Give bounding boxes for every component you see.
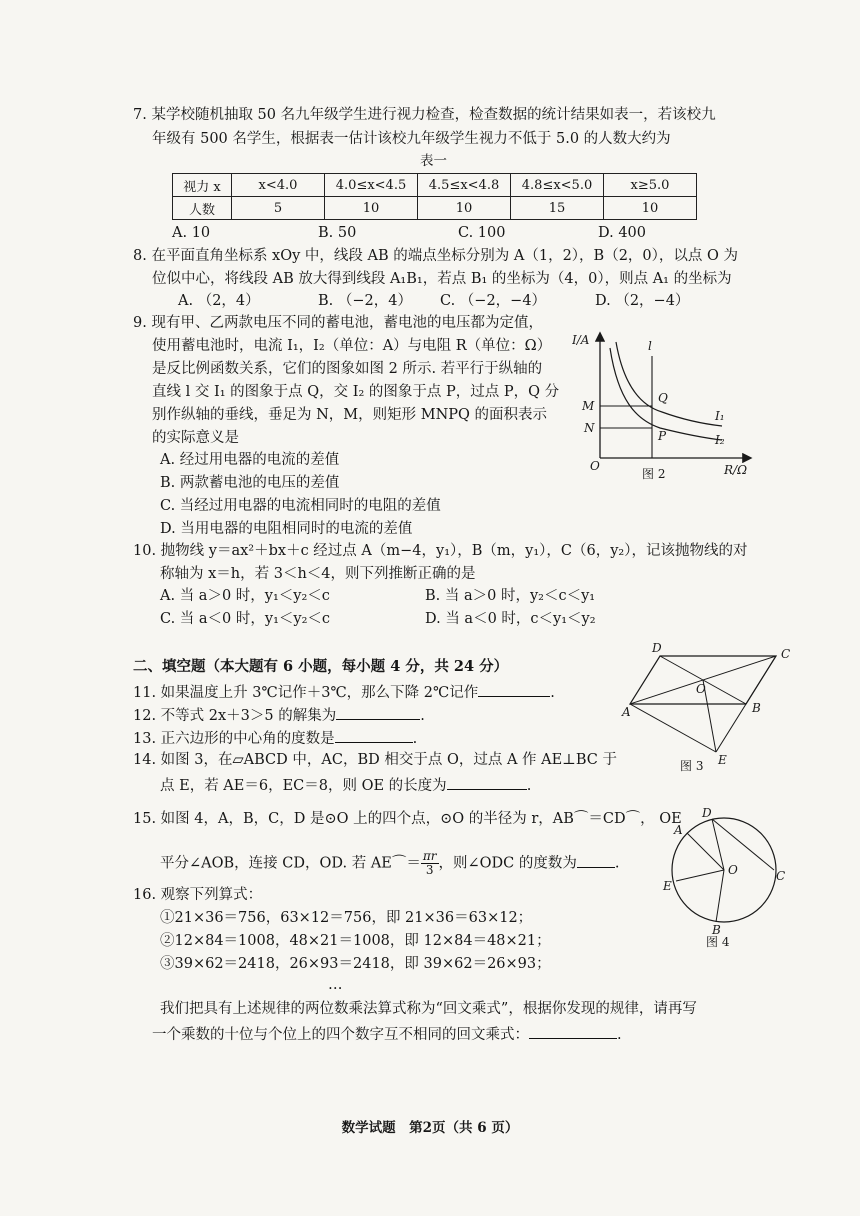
q9-option-a: A. 经过用电器的电流的差值 xyxy=(160,452,340,468)
table-row xyxy=(173,197,697,220)
q15-line-1: 15. 如图 4，A，B，C，D 是⊙O 上的四个点，⊙O 的半径为 r，AB⌒＝CD⌒， OE xyxy=(133,811,682,827)
q12-answer-blank xyxy=(336,703,420,720)
q8-option-a: A. （2，4） xyxy=(178,293,260,309)
table-cell: 5 xyxy=(232,197,325,220)
figure-2-caption: 图 2 xyxy=(642,467,666,481)
q16-item-2: ②12×84＝1008，48×21＝1008，即 12×84＝48×21； xyxy=(160,933,551,949)
q8-line-1: 8. 在平面直角坐标系 xOy 中，线段 AB 的端点坐标分别为 A（1，2），B（2，0），以点 O 为 xyxy=(133,248,739,264)
q13-end: . xyxy=(412,731,418,747)
figure-3 xyxy=(620,640,800,775)
page-footer: 数学试题 第2页（共 6 页） xyxy=(341,1120,519,1136)
point-b-label: B xyxy=(712,923,721,937)
q12-text: 12. 不等式 2x＋3＞5 的解集为 xyxy=(133,708,337,724)
q9-option-d: D. 当用电器的电阻相同时的电流的差值 xyxy=(160,521,413,537)
q13 xyxy=(133,726,417,750)
q16-line-1: 我们把具有上述规律的两位数乘法算式称为“回文乘式”，根据你发现的规律，请再写 xyxy=(160,1001,697,1017)
q15-fraction xyxy=(421,850,439,877)
q10-option-c: C. 当 a＜0 时，y₁＜y₂＜c xyxy=(160,611,331,627)
figure-2 xyxy=(572,328,760,488)
point-o-label: O xyxy=(696,682,706,696)
table-cell: 视力 x xyxy=(173,174,232,197)
q15-text-b: ，则∠ODC 的度数为 xyxy=(438,855,577,872)
table-title: 表一 xyxy=(420,153,447,169)
q12 xyxy=(133,703,425,727)
q11-end: . xyxy=(550,685,555,701)
q9-line-1: 9. 现有甲、乙两款电压不同的蓄电池，蓄电池的电压都为定值， xyxy=(133,315,543,331)
q10-option-d: D. 当 a＜0 时，c＜y₁＜y₂ xyxy=(425,611,596,627)
point-p-label: P xyxy=(658,429,667,443)
radius-oa xyxy=(687,833,724,870)
point-m-label: M xyxy=(582,399,595,413)
chord-dc xyxy=(712,819,774,870)
q16-dots: … xyxy=(328,977,343,993)
q8-option-b: B. （−2，4） xyxy=(318,293,412,309)
point-a-label: A xyxy=(622,705,631,719)
q16-answer-blank xyxy=(529,1022,617,1039)
figure-4-caption: 图 4 xyxy=(706,935,730,948)
point-c-label: C xyxy=(781,647,791,661)
q15-text-a: 平分∠AOB，连接 CD，OD. 若 AE⌒＝ xyxy=(160,855,421,872)
point-d-label: D xyxy=(702,806,712,820)
line-l-label: l xyxy=(648,339,652,353)
q15-fraction-denominator: 3 xyxy=(425,863,434,877)
curve-i2-label: I₂ xyxy=(715,433,725,447)
point-q-label: Q xyxy=(658,391,668,405)
q9-line-2: 使用蓄电池时，电流 I₁，I₂（单位：A）与电阻 R（单位：Ω） xyxy=(152,338,552,354)
x-axis-label: R/Ω xyxy=(724,463,748,477)
q10-option-a: A. 当 a＞0 时，y₁＜y₂＜c xyxy=(160,588,330,604)
q14-text: 点 E，若 AE＝6，EC＝8，则 OE 的长度为 xyxy=(160,778,447,794)
figure-3-caption: 图 3 xyxy=(680,759,704,773)
q9-line-5: 别作纵轴的垂线，垂足为 N，M，则矩形 MNPQ 的面积表示 xyxy=(152,407,548,423)
table-cell: 15 xyxy=(511,197,604,220)
q9-line-6: 的实际意义是 xyxy=(152,430,239,446)
point-c-label: C xyxy=(776,869,786,883)
table-cell: 4.5≤x<4.8 xyxy=(418,174,511,197)
q9-option-c: C. 当经过用电器的电流相同时的电阻的差值 xyxy=(160,498,441,514)
q11-text: 11. 如果温度上升 3℃记作＋3℃，那么下降 2℃记作 xyxy=(133,685,479,701)
q16-end: . xyxy=(617,1027,622,1043)
q9-line-3: 是反比例函数关系，它们的图象如图 2 所示. 若平行于纵轴的 xyxy=(152,361,543,377)
section-2-heading: 二、填空题（本大题有 6 小题，每小题 4 分，共 24 分） xyxy=(133,658,509,675)
radius-od xyxy=(712,819,724,870)
point-b-label: B xyxy=(752,701,761,715)
table-cell: 10 xyxy=(418,197,511,220)
segment-ae xyxy=(630,704,716,752)
q7-option-d: D. 400 xyxy=(598,225,647,241)
point-a-label: A xyxy=(674,823,683,837)
q7-option-c: C. 100 xyxy=(458,225,506,241)
q13-text: 13. 正六边形的中心角的度数是 xyxy=(133,731,335,747)
q8-line-2: 位似中心，将线段 AB 放大得到线段 A₁B₁，若点 B₁ 的坐标为（4，0），则点 A₁ 的坐标为 xyxy=(152,271,732,287)
q16-title: 16. 观察下列算式： xyxy=(133,887,263,903)
table-cell: x≥5.0 xyxy=(604,174,697,197)
table-cell: 10 xyxy=(604,197,697,220)
point-e-label: E xyxy=(663,879,672,893)
figure-4 xyxy=(660,806,790,948)
table-cell: x<4.0 xyxy=(232,174,325,197)
q11 xyxy=(133,680,555,704)
q10-line-2: 称轴为 x＝h，若 3＜h＜4，则下列推断正确的是 xyxy=(160,566,476,582)
q16-item-3: ③39×62＝2418，26×93＝2418，即 39×62＝26×93； xyxy=(160,956,551,972)
q14-end: . xyxy=(526,778,532,794)
table-row xyxy=(173,174,697,197)
origin-label: O xyxy=(590,459,600,473)
q10-option-b: B. 当 a＞0 时，y₂＜c＜y₁ xyxy=(425,588,596,604)
q15-answer-blank xyxy=(577,851,615,868)
y-axis-label: I/A xyxy=(572,333,590,347)
q10-line-1: 10. 抛物线 y＝ax²＋bx＋c 经过点 A（m−4，y₁），B（m，y₁），C（6，y₂），记该抛物线的对 xyxy=(133,543,748,559)
q15-line-2 xyxy=(160,850,619,877)
q7-option-b: B. 50 xyxy=(318,225,357,241)
q7-line-2: 年级有 500 名学生，根据表一估计该校九年级学生视力不低于 5.0 的人数大约为 xyxy=(152,131,671,147)
point-o-label: O xyxy=(728,863,738,877)
table-cell: 4.8≤x<5.0 xyxy=(511,174,604,197)
q8-option-c: C. （−2，−4） xyxy=(440,293,547,309)
point-e-label: E xyxy=(718,753,727,767)
q7-line-1: 7. 某学校随机抽取 50 名九年级学生进行视力检查，检查数据的统计结果如表一，若该校九 xyxy=(133,107,716,123)
q11-answer-blank xyxy=(478,680,550,697)
vision-table xyxy=(172,173,697,220)
point-d-label: D xyxy=(652,641,662,655)
q7-option-a: A. 10 xyxy=(172,225,211,241)
q8-option-d: D. （2，−4） xyxy=(595,293,690,309)
q16-line-2 xyxy=(152,1022,622,1046)
table-cell: 人数 xyxy=(173,197,232,220)
table-cell: 10 xyxy=(325,197,418,220)
q9-option-b: B. 两款蓄电池的电压的差值 xyxy=(160,475,340,491)
curve-i1-label: I₁ xyxy=(715,409,725,423)
q14-line-2 xyxy=(160,773,531,797)
q14-answer-blank xyxy=(447,773,527,790)
q15-fraction-numerator: πr xyxy=(422,849,437,863)
q14-line-1: 14. 如图 3，在▱ABCD 中，AC，BD 相交于点 O，过点 A 作 AE⊥BC 于 xyxy=(133,752,617,768)
q15-end: . xyxy=(614,855,620,872)
q12-end: . xyxy=(420,708,425,724)
q16-item-1: ①21×36＝756，63×12＝756，即 21×36＝63×12； xyxy=(160,910,533,926)
table-cell: 4.0≤x<4.5 xyxy=(325,174,418,197)
radius-oe xyxy=(676,870,724,881)
point-n-label: N xyxy=(584,421,595,435)
q13-answer-blank xyxy=(335,726,413,743)
radius-ob xyxy=(716,870,724,922)
q16-text: 一个乘数的十位与个位上的四个数字互不相同的回文乘式： xyxy=(152,1027,529,1043)
q9-line-4: 直线 l 交 I₁ 的图象于点 Q，交 I₂ 的图象于点 P，过点 P，Q 分 xyxy=(152,384,560,400)
curve-i1 xyxy=(616,342,722,426)
